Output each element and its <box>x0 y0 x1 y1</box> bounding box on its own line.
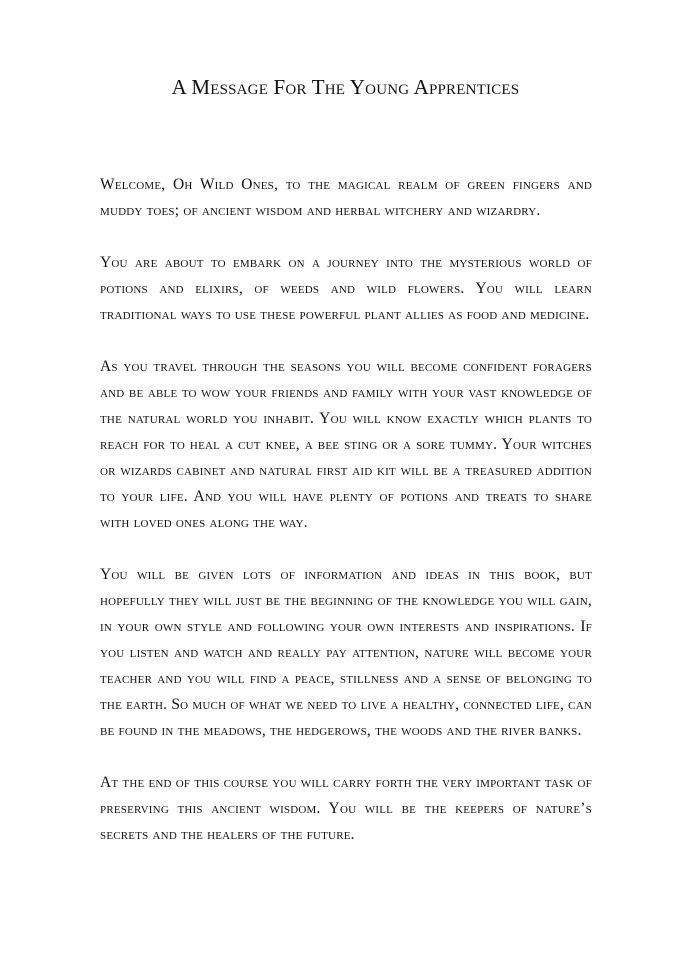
paragraph-welcome: Welcome, Oh Wild Ones, to the magical realm of green fingers and muddy toes; of ancient wisdom and herbal witchery and wizardry. <box>100 176 592 219</box>
page-title: A Message For The Young Apprentices <box>171 75 520 99</box>
paragraph-conclusion: At the end of this course you will carry forth the very important task of preserving this ancient wisdom. You will be the keepers of nature’s secrets and the healers of the future. <box>100 774 592 843</box>
document-body <box>100 172 592 874</box>
paragraph-journey: You are about to embark on a journey into the mysterious world of potions and elixirs, of weeds and wild flowers. You will learn traditional ways to use these powerful plant allies as food and medicine. <box>100 254 592 323</box>
paragraph-knowledge: You will be given lots of information and ideas in this book, but hopefully they will just be the beginning of the knowledge you will gain, in your own style and following your own interests and inspirations. If you listen and watch and really pay attention, nature will become your teacher and you will find a peace, stillness and a sense of belonging to the earth. So much of what we need to live a healthy, connected life, can be found in the meadows, the hedgerows, the woods and the river banks. <box>100 566 592 739</box>
paragraph-seasons: As you travel through the seasons you will become confident foragers and be able to wow your friends and family with your vast knowledge of the natural world you inhabit. You will know exactly which plants to reach for to heal a cut knee, a bee sting or a sore tummy. Your witches or wizards cabinet and natural first aid kit will be a treasured addition to your life. And you will have plenty of potions and treats to share with loved ones along the way. <box>100 358 592 531</box>
